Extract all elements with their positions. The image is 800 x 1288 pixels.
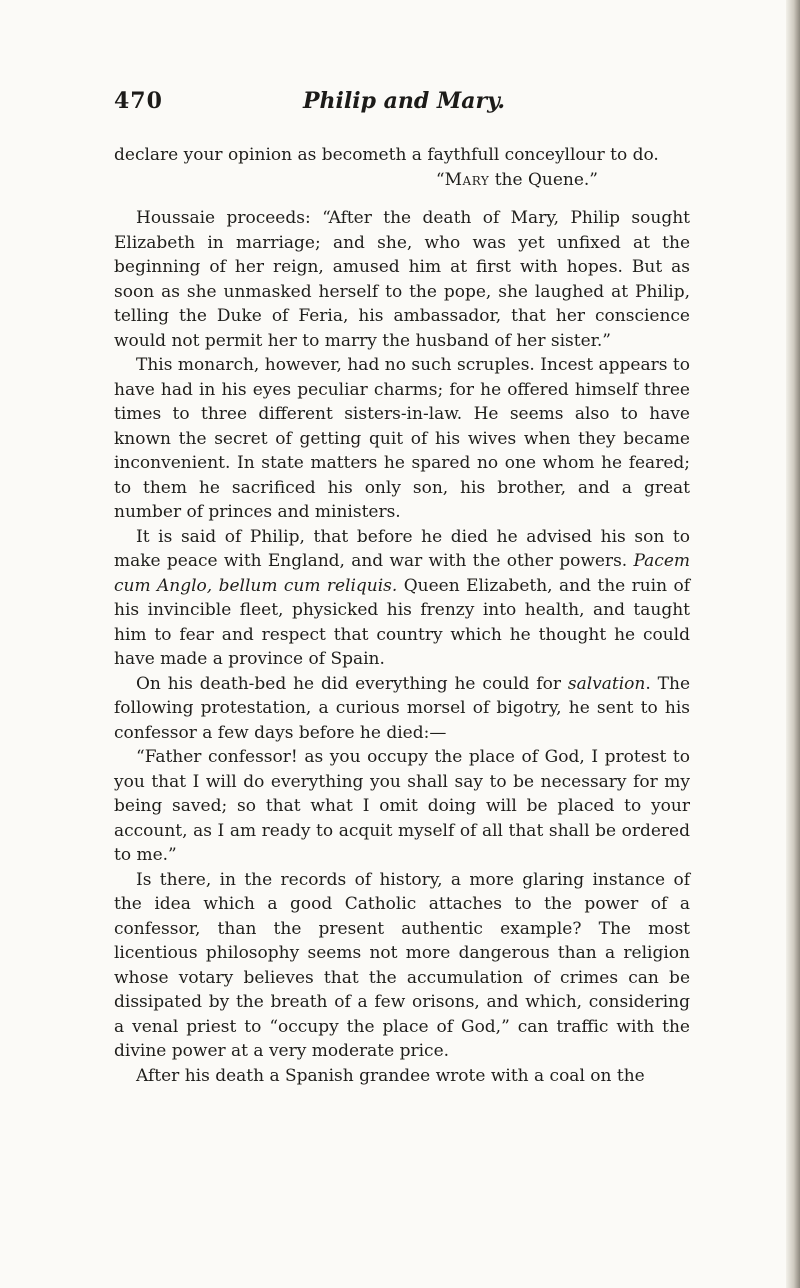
paragraph-after-death: After his death a Spanish grandee wrote with a coal on the	[136, 1065, 645, 1086]
paragraph-letter-end: declare your opinion as becometh a faythfull conceyllour to do.	[114, 145, 659, 165]
paragraph-death-bed	[114, 672, 690, 746]
page-number: 470	[114, 88, 163, 114]
paragraph-protestation: “Father confessor! as you occupy the place of God, I protest to you that I will do everything you shall say to be necessary for my being saved; so that what I omit doing will be placed to your account, as I am ready to acquit myself of all that shall be ordered to me.”	[114, 747, 690, 865]
paragraph-gap	[114, 192, 690, 206]
page-edge-shadow	[786, 0, 800, 1288]
running-title: Philip and Mary.	[302, 88, 506, 114]
signature-rest: the Quene.”	[489, 169, 598, 190]
advice-text: It is said of Philip, that before he died he advised his son to make peace with England, and war with the other powers.	[114, 526, 690, 571]
death-bed-text-continued: . The following protestation, a curious morsel of bigotry, he sent to his confessor a few days before he died:—	[114, 673, 691, 743]
paragraph-peace-advice	[114, 525, 690, 672]
paragraph-monarch: This monarch, however, had no such scruples. Incest appears to have had in his eyes peculiar charms; for he offered himself three times to three different sisters-in-law. He seems also to have known the secret of getting quit of his wives when they became inconvenient. In state matters he spared no one whom he feared; to them he sacrificed his only son, his brother, and a great number of princes and ministers.	[114, 355, 690, 522]
letter-signature: “Mary the Quene.”	[435, 169, 598, 190]
signature-name: Mary	[444, 169, 490, 190]
body-text	[114, 143, 690, 1088]
page-header	[114, 88, 694, 128]
death-bed-text: On his death-bed he did everything he could for	[136, 673, 568, 694]
latin-quote: Pacem cum Anglo, bellum cum reliquis.	[114, 551, 690, 596]
advice-text-continued: Queen Elizabeth, and the ruin of his invincible fleet, physicked his frenzy into health, and taught him to fear and respect that country which he thought he could have made a province of Spain.	[114, 575, 690, 669]
paragraph-records: Is there, in the records of history, a more glaring instance of the idea which a good Catholic attaches to the power of a confessor, than the present authentic example? The most licentious philosophy seems not more dangerous than a religion whose votary believes that the accumulation of crimes can be dissipated by the breath of a few orisons, and which, considering a venal priest to “occupy the place of God,” can traffic with the divine power at a very moderate price.	[114, 869, 690, 1061]
paragraph-houssaie: Houssaie proceeds: “After the death of Mary, Philip sought Elizabeth in marriage; and she, who was yet unfixed at the beginning of her reign, amused him at first with hopes. But as soon as she unmasked herself to the pope, she laughed at Philip, telling the Duke of Feria, his ambassador, that her conscience would not permit her to marry the husband of her sister.”	[114, 208, 690, 351]
salvation-word: salvation	[567, 673, 646, 694]
